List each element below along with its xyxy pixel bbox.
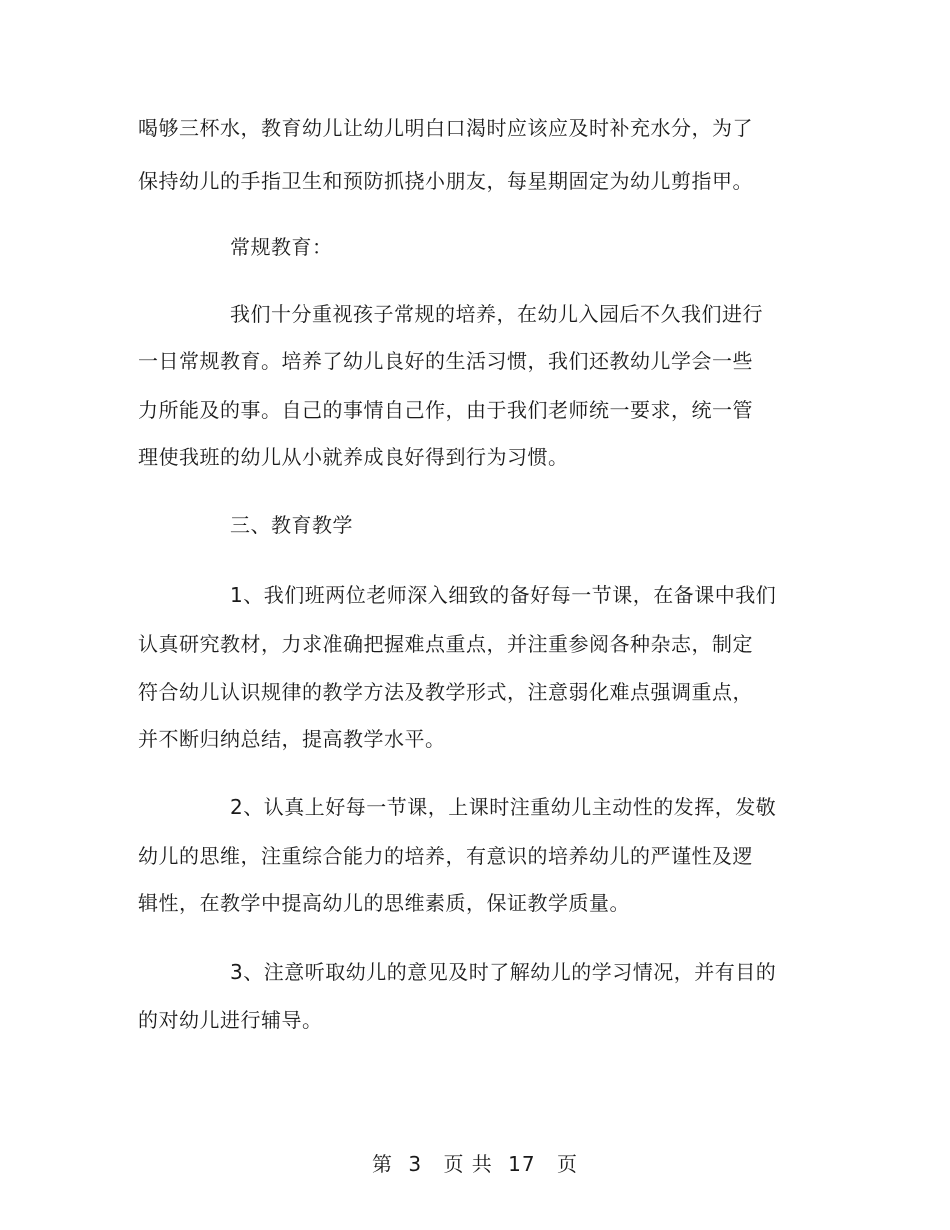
paragraph-line: 理使我班的幼儿从小就养成良好得到行为习惯。 — [138, 445, 569, 469]
footer-middle: 页 共 — [443, 1152, 493, 1176]
total-pages-number: 17 — [508, 1152, 536, 1176]
paragraph-line: 我们十分重视孩子常规的培养，在幼儿入园后不久我们进行 — [230, 302, 763, 326]
paragraph-line: 并不断归纳总结，提高教学水平。 — [138, 727, 446, 751]
paragraph-line: 喝够三杯水，教育幼儿让幼儿明白口渴时应该应及时补充水分，为了 — [138, 116, 753, 140]
section-heading: 常规教育： — [230, 235, 333, 259]
page-footer — [0, 1150, 950, 1178]
paragraph-line: 2、认真上好每一节课，上课时注重幼儿主动性的发挥，发敬 — [230, 795, 777, 819]
paragraph-line: 力所能及的事。自己的事情自己作，由于我们老师统一要求，统一管 — [138, 398, 753, 422]
current-page-number: 3 — [408, 1152, 423, 1176]
paragraph-line: 辑性，在教学中提高幼儿的思维素质，保证教学质量。 — [138, 891, 630, 915]
paragraph-line: 认真研究教材，力求准确把握难点重点，并注重参阅各种杂志，制定 — [138, 632, 753, 656]
paragraph-line: 保持幼儿的手指卫生和预防抓挠小朋友，每星期固定为幼儿剪指甲。 — [138, 169, 753, 193]
footer-suffix: 页 — [556, 1152, 578, 1176]
section-heading: 三、教育教学 — [230, 513, 353, 537]
footer-prefix: 第 — [372, 1152, 393, 1176]
paragraph-line: 一日常规教育。培养了幼儿良好的生活习惯，我们还教幼儿学会一些 — [138, 349, 753, 373]
paragraph-line: 的对幼儿进行辅导。 — [138, 1008, 323, 1032]
paragraph-line: 1、我们班两位老师深入细致的备好每一节课，在备课中我们 — [230, 583, 777, 607]
paragraph-line: 3、注意听取幼儿的意见及时了解幼儿的学习情况，并有目的 — [230, 960, 777, 984]
paragraph-line: 符合幼儿认识规律的教学方法及教学形式，注意弱化难点强调重点， — [138, 680, 753, 704]
paragraph-line: 幼儿的思维，注重综合能力的培养，有意识的培养幼儿的严谨性及逻 — [138, 844, 753, 868]
